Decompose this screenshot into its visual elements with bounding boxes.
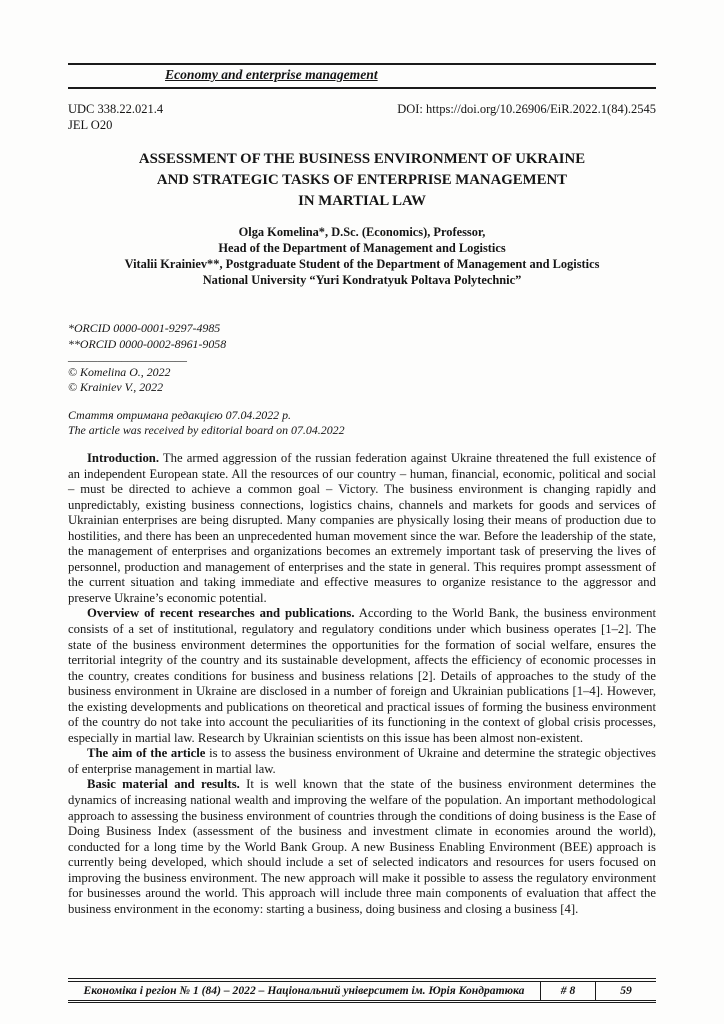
- paragraph-text: It is well known that the state of the business environment determines the dynamics of increasing national wealth and improving the welfare of the population. An important methodological approach to assessing the business environment of countries through the conditions of doing business is the Ease of Doing Business Index (assessment of the business and investment climate in economies around the world), conducted for a long time by the World Bank Group. A new Business Enabling Environment (BEE) approach is currently being developed, which should include a set of selected indicators and resources for users focused on improving the business environment. The new approach will make it possible to assess the regulatory environment for businesses around the world. This approach will include three main components of evaluation that affect the business environment in the economy: starting a business, doing business and closing a business [4].: [68, 777, 656, 916]
- paragraph-text: The armed aggression of the russian federation against Ukraine threatened the full existence of an independent European state. All the resources of our country – human, financial, economic, political and social – must be directed to achieve a common goal – Victory. The business environment is changing rapidly and unpredictably, existing business connections, logistics chains, channels and markets for goods and services of Ukrainian enterprises are being disrupted. Many companies are physically losing their means of production due to hostilities, and there has been an unprecedented human movement since the war. Before the leadership of the state, the management of enterprises and organizations becomes an extremely important task of preserving the lives of personnel, production and management of enterprises and the state in general. This requires prompt assessment of the current situation and taking immediate and effective measures to organize resistance to the aggressor and preserve Ukraine’s economic potential.: [68, 451, 656, 605]
- footer-journal-title: Економіка і регіон № 1 (84) – 2022 – Національний університет ім. Юрія Кондратюка: [83, 983, 525, 997]
- meta-row: [68, 102, 656, 133]
- author-line: Head of the Department of Management and Logistics: [218, 241, 506, 255]
- article-title-line-2: AND STRATEGIC TASKS OF ENTERPRISE MANAGEMENT: [156, 172, 568, 188]
- authors-block: [68, 224, 656, 288]
- copyright-block: [68, 365, 656, 394]
- paragraph-lead: Basic material and results.: [87, 777, 240, 792]
- affiliation-line: National University “Yuri Kondratyuk Poltava Polytechnic”: [202, 273, 522, 287]
- paragraph-lead: Overview of recent researches and publications.: [87, 606, 355, 621]
- doi-text: DOI: https://doi.org/10.26906/EiR.2022.1(84).2545: [397, 102, 656, 116]
- author-line: Vitalii Krainiev**, Postgraduate Student of the Department of Management and Logistics: [124, 257, 600, 271]
- orcid-block: [68, 321, 656, 352]
- received-date-uk: Стаття отримана редакцією 07.04.2022 р.: [68, 408, 292, 422]
- article-title-line-1: ASSESSMENT OF THE BUSINESS ENVIRONMENT OF UKRAINE: [138, 151, 586, 167]
- article-body: [68, 451, 656, 917]
- paragraph-overview: [68, 606, 656, 746]
- footer-page-number: 59: [620, 983, 632, 997]
- copyright-line: © Komelina O., 2022: [68, 365, 171, 379]
- meta-left: [68, 102, 163, 133]
- author-line: Olga Komelina*, D.Sc. (Economics), Professor,: [238, 225, 486, 239]
- paragraph-aim: [68, 746, 656, 777]
- page-footer: [68, 978, 656, 1003]
- paragraph-lead: The aim of the article: [87, 746, 206, 761]
- jel-code: JEL O20: [68, 117, 113, 132]
- paragraph-text: According to the World Bank, the business environment consists of a set of institutional, regulatory and regulatory conditions under which business operates [1–2]. The state of the business environment determines the opportunities for the formation of social welfare, ensures the territorial integrity of the country and its sustainable development, affects the efficiency of economic processes in the country, creates conditions for business and business relations [2]. Details of approaches to the study of the business environment in Ukraine are disclosed in a number of foreign and Ukrainian publications [1–4]. However, the existing developments and publications on theoretical and practical issues of forming the business environment of the country do not take into account the peculiarities of its functioning in the context of global crisis processes, especially in martial law. Research by Ukrainian scientists on this issue has been almost non-existent.: [68, 606, 657, 745]
- copyright-line: © Krainiev V., 2022: [68, 379, 164, 394]
- footer-rule: [68, 978, 656, 1003]
- paragraph-introduction: [68, 451, 656, 606]
- orcid-note: *ORCID 0000-0001-9297-4985: [68, 321, 221, 335]
- received-block: [68, 408, 656, 437]
- running-head-title: Economy and enterprise management: [165, 67, 378, 82]
- footer-article-number: # 8: [540, 982, 596, 1000]
- article-title: [68, 149, 656, 212]
- received-date-en: The article was received by editorial board on 07.04.2022: [68, 422, 345, 437]
- paragraph-lead: Introduction.: [87, 451, 160, 465]
- paragraph-text: is to assess the business environment of Ukraine and determine the strategic objectives of enterprise management in martial law.: [68, 746, 656, 776]
- running-head: [68, 63, 656, 89]
- footer-table: [68, 981, 656, 1001]
- footnote-divider: ____________________: [68, 349, 187, 363]
- udc-code: UDC 338.22.021.4: [68, 102, 164, 116]
- orcid-note: **ORCID 0000-0002-8961-9058: [68, 336, 227, 351]
- article-title-line-3: IN MARTIAL LAW: [298, 193, 426, 209]
- paragraph-basic-material: [68, 777, 656, 917]
